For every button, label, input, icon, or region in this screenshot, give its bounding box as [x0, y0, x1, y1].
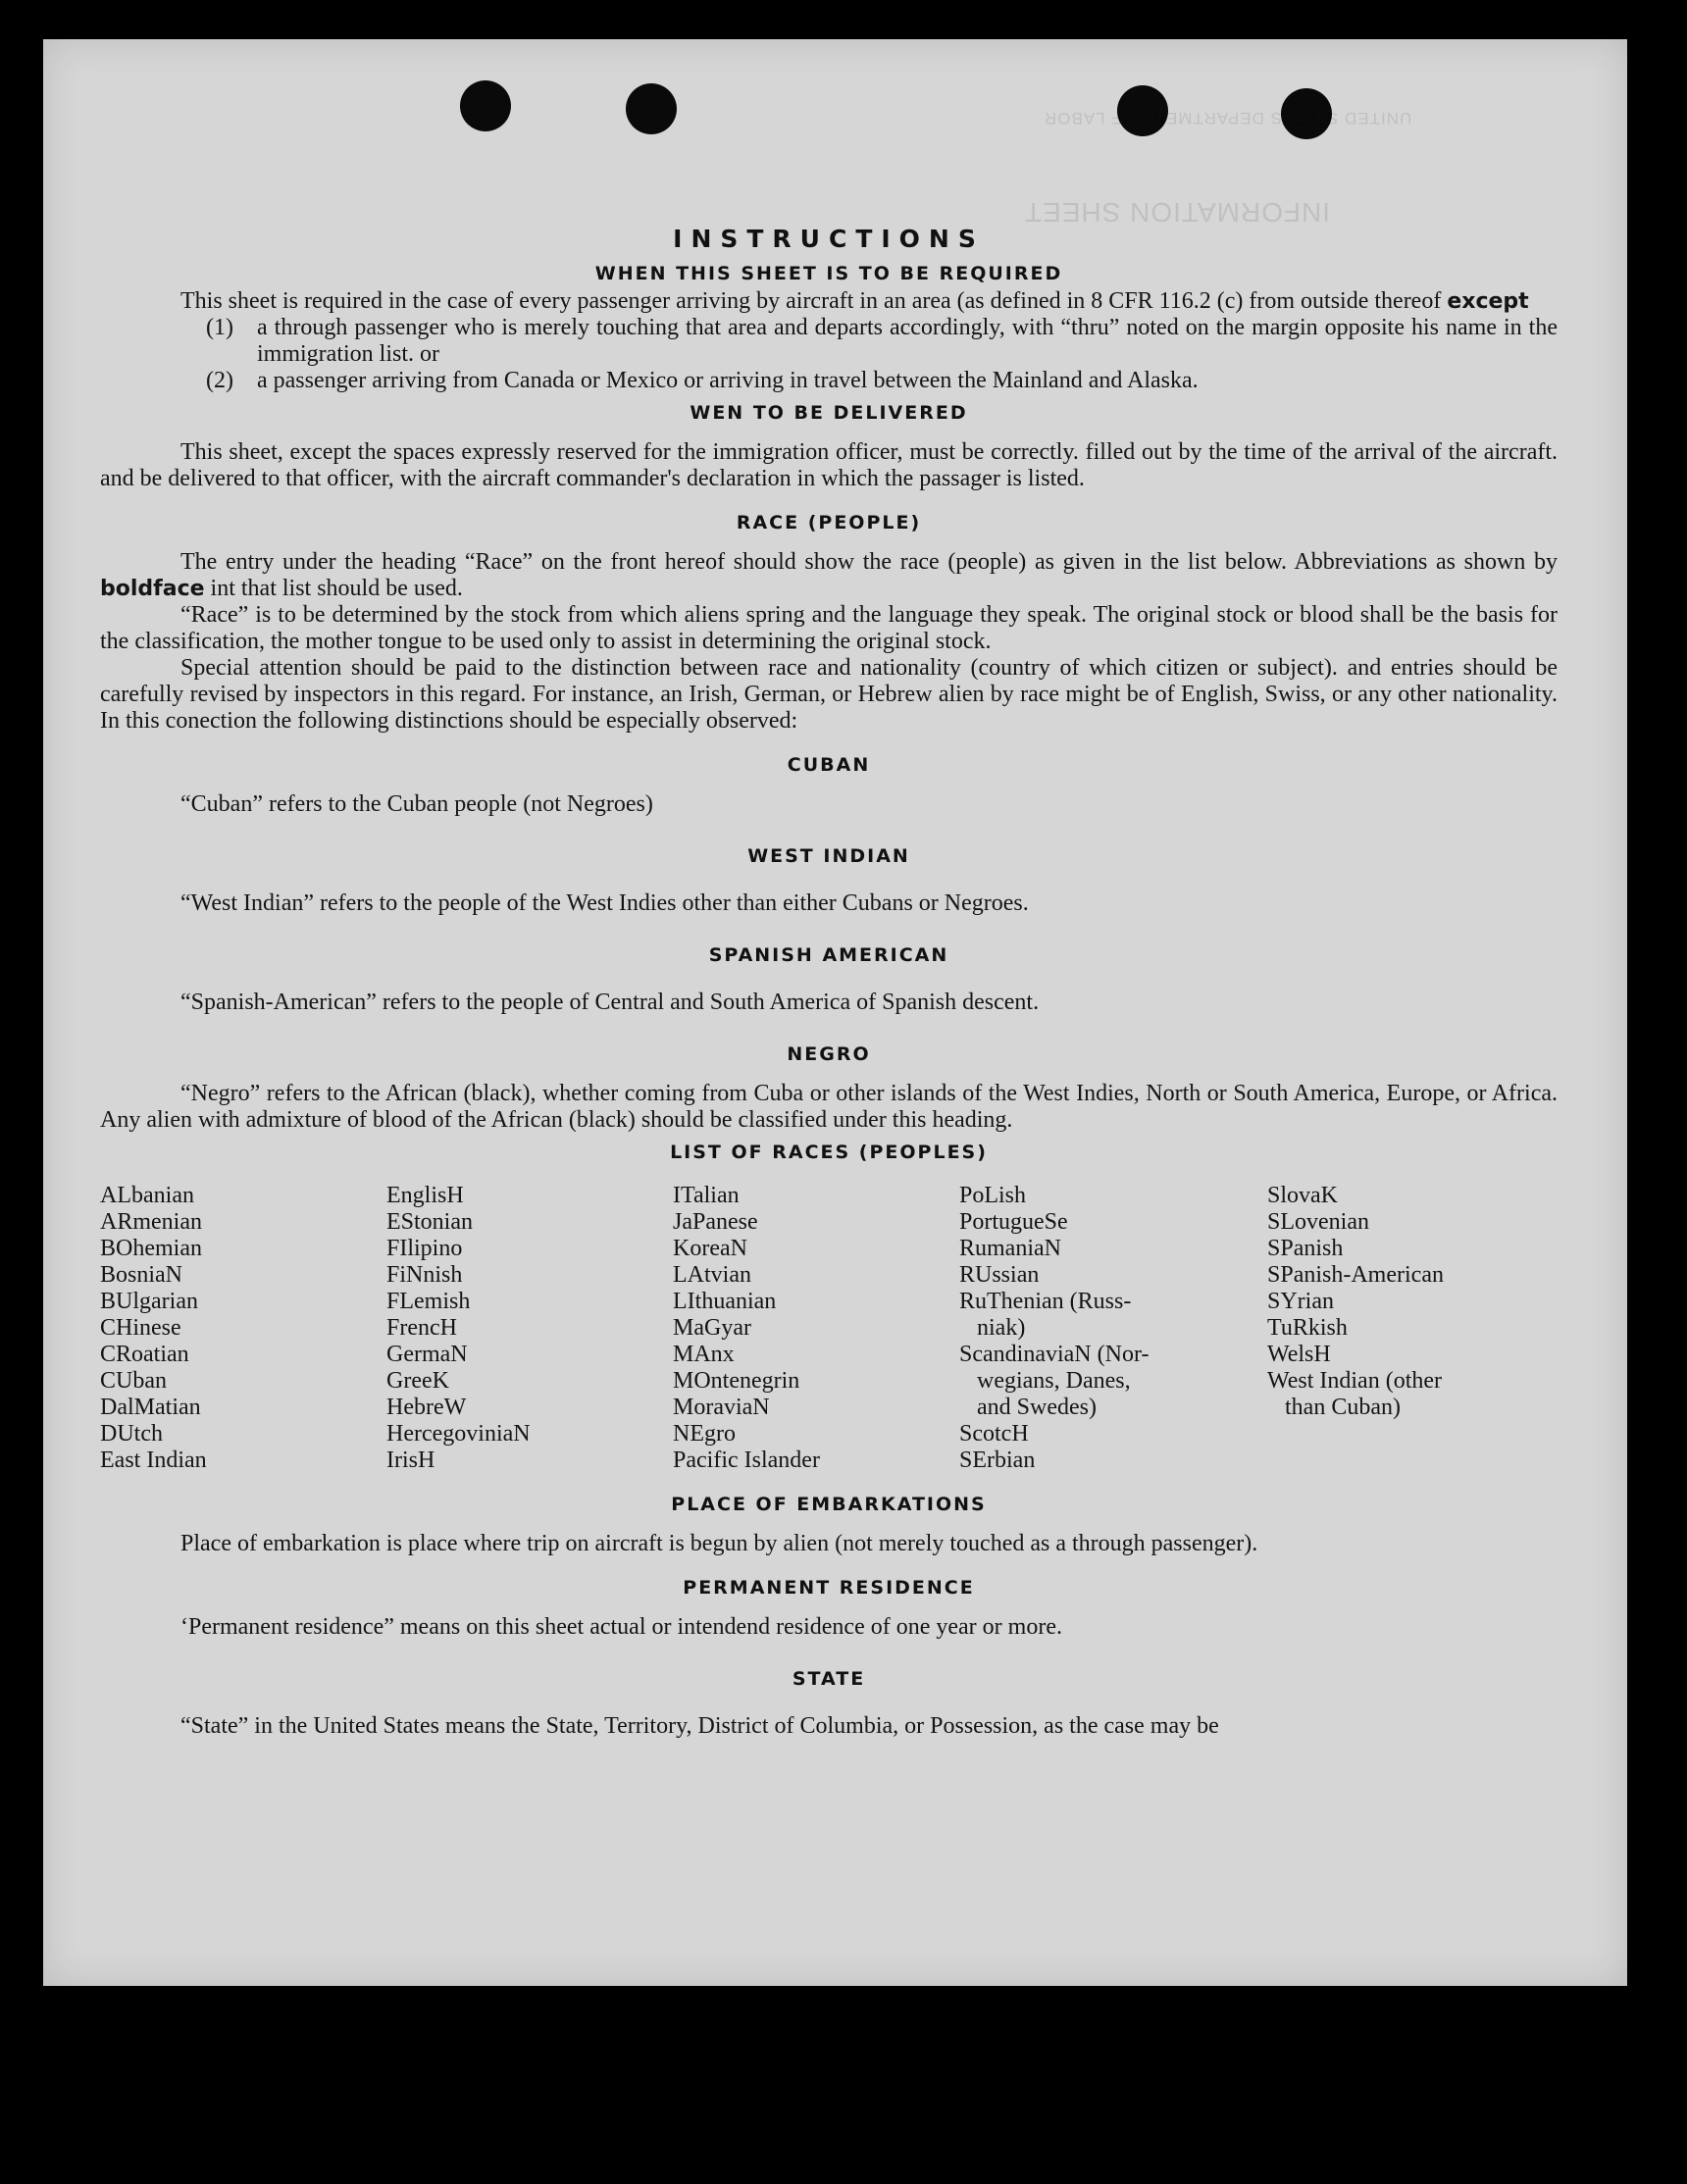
race-entry: WelsH	[1267, 1342, 1331, 1367]
negro-paragraph: “Negro” refers to the African (black), whether coming from Cuba or other islands of the West Indies, North or South America, Europe, or Africa. Any alien with admixture of blood of the African (black) should be classified under this heading.	[100, 1081, 1558, 1133]
race-entry: FIlipino	[386, 1236, 463, 1261]
bleed-through-text: UNITED STATES DEPARTMENT OF LABOR	[1044, 109, 1412, 127]
item-text: a through passenger who is merely touching that area and departs accordingly, with “thru” noted on the margin opposite his name in the immigration list. or	[257, 315, 1558, 367]
race-entry: HebreW	[386, 1395, 467, 1420]
race-entry: SLovenian	[1267, 1209, 1369, 1235]
embarkation-paragraph: Place of embarkation is place where trip on aircraft is begun by alien (not merely touched as a through passenger).	[180, 1531, 1258, 1556]
race-entry: FrencH	[386, 1315, 457, 1341]
race-entry: CRoatian	[100, 1342, 189, 1367]
section-heading: STATE	[792, 1668, 866, 1690]
race-entry: EnglisH	[386, 1183, 464, 1208]
race-entry: niak)	[959, 1315, 1026, 1341]
item-number: (2)	[206, 368, 233, 393]
race-entry: LIthuanian	[673, 1289, 777, 1314]
state-paragraph: “State” in the United States means the State, Territory, District of Columbia, or Possession, as the case may be	[180, 1713, 1219, 1739]
cuban-paragraph: “Cuban” refers to the Cuban people (not Negroes)	[180, 791, 653, 817]
race-entry: SlovaK	[1267, 1183, 1338, 1208]
race-paragraph: Special attention should be paid to the distinction between race and nationality (country of which citizen or subject). and entries should be carefully revised by inspectors in this regard. For instance, an Irish, German, or Hebrew alien by race might be of English, Swiss, or any other nationality. In this conection the following distinctions should be especially observed:	[100, 655, 1558, 734]
race-entry: HercegoviniaN	[386, 1421, 531, 1447]
races-column	[959, 1183, 1267, 1474]
delivery-paragraph: This sheet, except the spaces expressly reserved for the immigration officer, must be correctly. filled out by the time of the arrival of the aircraft. and be delivered to that officer, with the aircraft commander's declaration in which the passager is listed.	[100, 439, 1558, 491]
race-entry: MAnx	[673, 1342, 735, 1367]
race-entry: JaPanese	[673, 1209, 758, 1235]
boldface-keyword: boldface	[100, 577, 205, 601]
document-sheet	[43, 39, 1627, 1986]
race-entry: SPanish-American	[1267, 1262, 1444, 1288]
race-paragraph: “Race” is to be determined by the stock from which aliens spring and the language they speak. The original stock or blood shall be the basis for the classification, the mother tongue to be used only to assist in determining the original stock.	[100, 602, 1558, 654]
race-text: int that list should be used.	[204, 576, 463, 601]
race-entry: ARmenian	[100, 1209, 202, 1235]
race-entry: SPanish	[1267, 1236, 1344, 1261]
section-heading: LIST OF RACES (PEOPLES)	[670, 1142, 988, 1163]
race-entry: PortugueSe	[959, 1209, 1068, 1235]
race-entry: EStonian	[386, 1209, 473, 1235]
races-column	[100, 1183, 386, 1474]
punch-hole	[460, 80, 511, 131]
section-heading: NEGRO	[787, 1043, 871, 1065]
except-keyword: except	[1447, 289, 1529, 314]
exception-item	[100, 368, 1558, 394]
requirement-paragraph	[100, 288, 1558, 315]
section-heading: WEN TO BE DELIVERED	[690, 402, 968, 424]
section-heading: WEST INDIAN	[747, 845, 910, 867]
race-entry: RumaniaN	[959, 1236, 1061, 1261]
section-heading: PLACE OF EMBARKATIONS	[671, 1494, 987, 1515]
race-entry: RuThenian (Russ-	[959, 1289, 1132, 1314]
race-entry: DalMatian	[100, 1395, 201, 1420]
race-entry: GreeK	[386, 1368, 449, 1394]
race-entry: BosniaN	[100, 1262, 182, 1288]
race-entry: BUlgarian	[100, 1289, 198, 1314]
punch-hole	[626, 83, 677, 134]
race-entry: ALbanian	[100, 1183, 194, 1208]
race-entry: KoreaN	[673, 1236, 747, 1261]
section-heading: WHEN THIS SHEET IS TO BE REQUIRED	[594, 263, 1063, 284]
race-entry: wegians, Danes,	[959, 1368, 1131, 1394]
race-entry: East Indian	[100, 1448, 207, 1473]
race-entry: Pacific Islander	[673, 1448, 820, 1473]
race-entry: and Swedes)	[959, 1395, 1097, 1420]
race-entry: FLemish	[386, 1289, 471, 1314]
race-text: The entry under the heading “Race” on the front hereof should show the race (people) as given in the list below. Abbreviations as shown by	[180, 549, 1558, 575]
race-entry: MoraviaN	[673, 1395, 770, 1420]
race-entry: MOntenegrin	[673, 1368, 800, 1394]
race-entry: BOhemian	[100, 1236, 202, 1261]
race-entry: FiNnish	[386, 1262, 463, 1288]
race-entry: SErbian	[959, 1448, 1036, 1473]
section-heading: SPANISH AMERICAN	[708, 944, 949, 966]
race-entry: ScotcH	[959, 1421, 1029, 1447]
race-entry: DUtch	[100, 1421, 163, 1447]
race-entry: IrisH	[386, 1448, 435, 1473]
race-entry: than Cuban)	[1267, 1395, 1401, 1420]
race-entry: ITalian	[673, 1183, 740, 1208]
section-heading: PERMANENT RESIDENCE	[683, 1577, 975, 1599]
races-column	[386, 1183, 673, 1474]
race-paragraph	[100, 549, 1558, 602]
requirement-text: This sheet is required in the case of every passenger arriving by aircraft in an area (as defined in 8 CFR 116.2 (c) from outside thereof	[180, 288, 1448, 314]
race-entry: West Indian (other	[1267, 1368, 1443, 1394]
residence-paragraph: ‘Permanent residence” means on this sheet actual or intendend residence of one year or more.	[180, 1614, 1062, 1640]
race-entry: TuRkish	[1267, 1315, 1348, 1341]
section-heading: RACE (PEOPLE)	[736, 512, 922, 533]
races-column	[1267, 1183, 1558, 1474]
race-entry: NEgro	[673, 1421, 736, 1447]
race-entry: SYrian	[1267, 1289, 1334, 1314]
exception-item	[100, 315, 1558, 368]
race-entry: GermaN	[386, 1342, 468, 1367]
section-heading: CUBAN	[787, 754, 871, 776]
page-title: INSTRUCTIONS	[673, 225, 985, 253]
races-list	[100, 1183, 1558, 1474]
race-entry: CUban	[100, 1368, 167, 1394]
bleed-through-text: INFORMATION SHEET	[1024, 197, 1331, 228]
instructions-content	[100, 178, 1558, 1740]
race-entry: PoLish	[959, 1183, 1027, 1208]
races-column	[673, 1183, 959, 1474]
race-entry: CHinese	[100, 1315, 181, 1341]
race-entry: RUssian	[959, 1262, 1040, 1288]
spanish-american-paragraph: “Spanish-American” refers to the people of Central and South America of Spanish descent.	[180, 990, 1040, 1015]
race-entry: MaGyar	[673, 1315, 751, 1341]
west-indian-paragraph: “West Indian” refers to the people of the West Indies other than either Cubans or Negroes.	[180, 890, 1029, 916]
race-entry: ScandinaviaN (Nor-	[959, 1342, 1150, 1367]
item-number: (1)	[206, 315, 233, 340]
race-entry: LAtvian	[673, 1262, 751, 1288]
item-text: a passenger arriving from Canada or Mexico or arriving in travel between the Mainland and Alaska.	[257, 368, 1199, 393]
